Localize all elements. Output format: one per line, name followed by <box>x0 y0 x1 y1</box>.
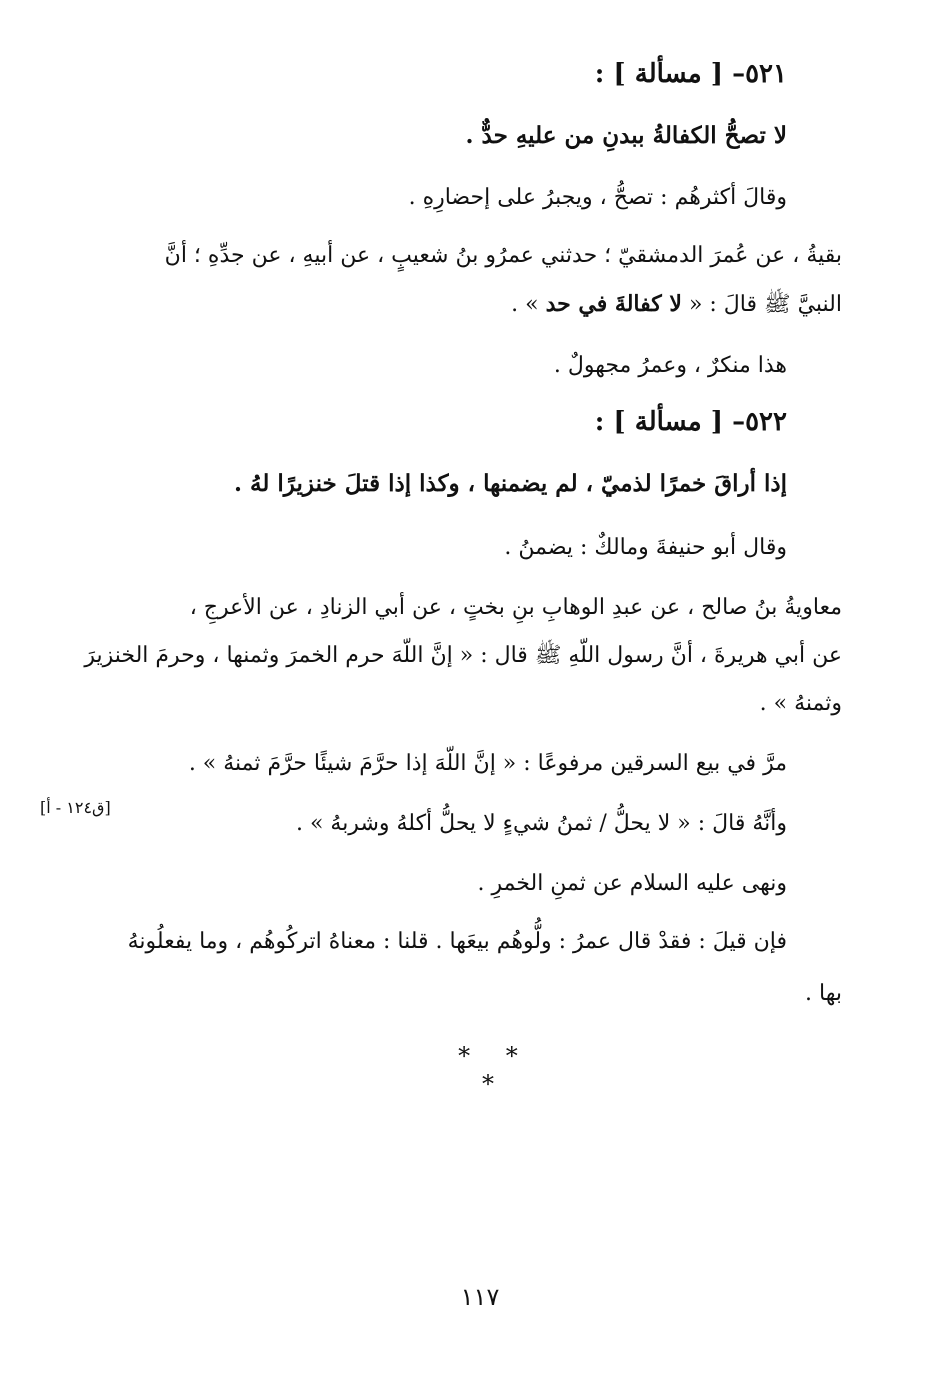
issue-522-note-1: مرَّ في بيع السرقين مرفوعًا : « إنَّ اللّهَ إذا حرَّمَ شيئًا حرَّمَ ثمنهُ » . <box>188 751 787 776</box>
issue-522-chain-line-1: معاويةُ بنُ صالح ، عن عبدِ الوهابِ بنِ بختٍ ، عن أبي الزنادِ ، عن الأعرجِ ، <box>189 595 842 620</box>
issue-522-ruling: إذا أراقَ خمرًا لذميّ ، لم يضمنها ، وكذا إذا قتلَ خنزيرًا لهُ . <box>234 470 787 497</box>
issue-522-heading: ٥٢٢– [ مسألة ] : <box>594 407 787 437</box>
issue-521-ruling: لا تصحُّ الكفالةُ ببدنِ من عليهِ حدٌّ . <box>465 122 787 149</box>
issue-522-chain-line-3: وثمنهُ » . <box>759 691 842 716</box>
issue-521-chain-line-1: بقيةُ ، عن عُمرَ الدمشقيّ ؛ حدثني عمرُو بنُ شعيبٍ ، عن أبيهِ ، عن جدِّهِ ؛ أنَّ <box>164 243 842 268</box>
hadith-quote: لا كفالةَ في حد <box>545 291 682 317</box>
chain-suffix: » . <box>511 292 539 317</box>
chain-prefix: النبيَّ ﷺ قالَ : « <box>688 292 842 317</box>
issue-521-heading: ٥٢١– [ مسألة ] : <box>594 59 787 89</box>
issue-522-opinion: وقال أبو حنيفةَ ومالكٌ : يضمنُ . <box>504 535 787 560</box>
folio-marker: [ق١٢٤ - أ] <box>40 798 111 817</box>
issue-522-objection-line-2: بها . <box>805 981 842 1006</box>
issue-521-chain-line-2 <box>511 286 842 323</box>
page-number: ١١٧ <box>460 1283 500 1311</box>
section-separator: * * * <box>458 1042 532 1098</box>
issue-522-objection-line-1: فإن قيلَ : فقدْ قال عمرُ : ولُّوهُم بيعَها . قلنا : معناهُ اتركُوهُم ، وما يفعلُونهُ <box>127 929 787 954</box>
issue-521-opinion: وقالَ أكثرهُم : تصحُّ ، ويجبرُ على إحضارِهِ . <box>408 185 787 210</box>
issue-521-comment: هذا منكرٌ ، وعمرُ مجهولٌ . <box>553 353 787 378</box>
issue-522-note-3: ونهى عليه السلام عن ثمنِ الخمرِ . <box>477 871 787 896</box>
issue-522-note-2: وأنَّهُ قالَ : « لا يحلُّ / ثمنُ شيءٍ لا يحلُّ أكلهُ وشربهُ » . <box>295 811 787 836</box>
issue-522-chain-line-2: عن أبي هريرةَ ، أنَّ رسول اللّهِ ﷺ قال : « إنَّ اللّهَ حرم الخمرَ وثمنها ، وحرمَ الخنزيرَ <box>84 643 842 668</box>
